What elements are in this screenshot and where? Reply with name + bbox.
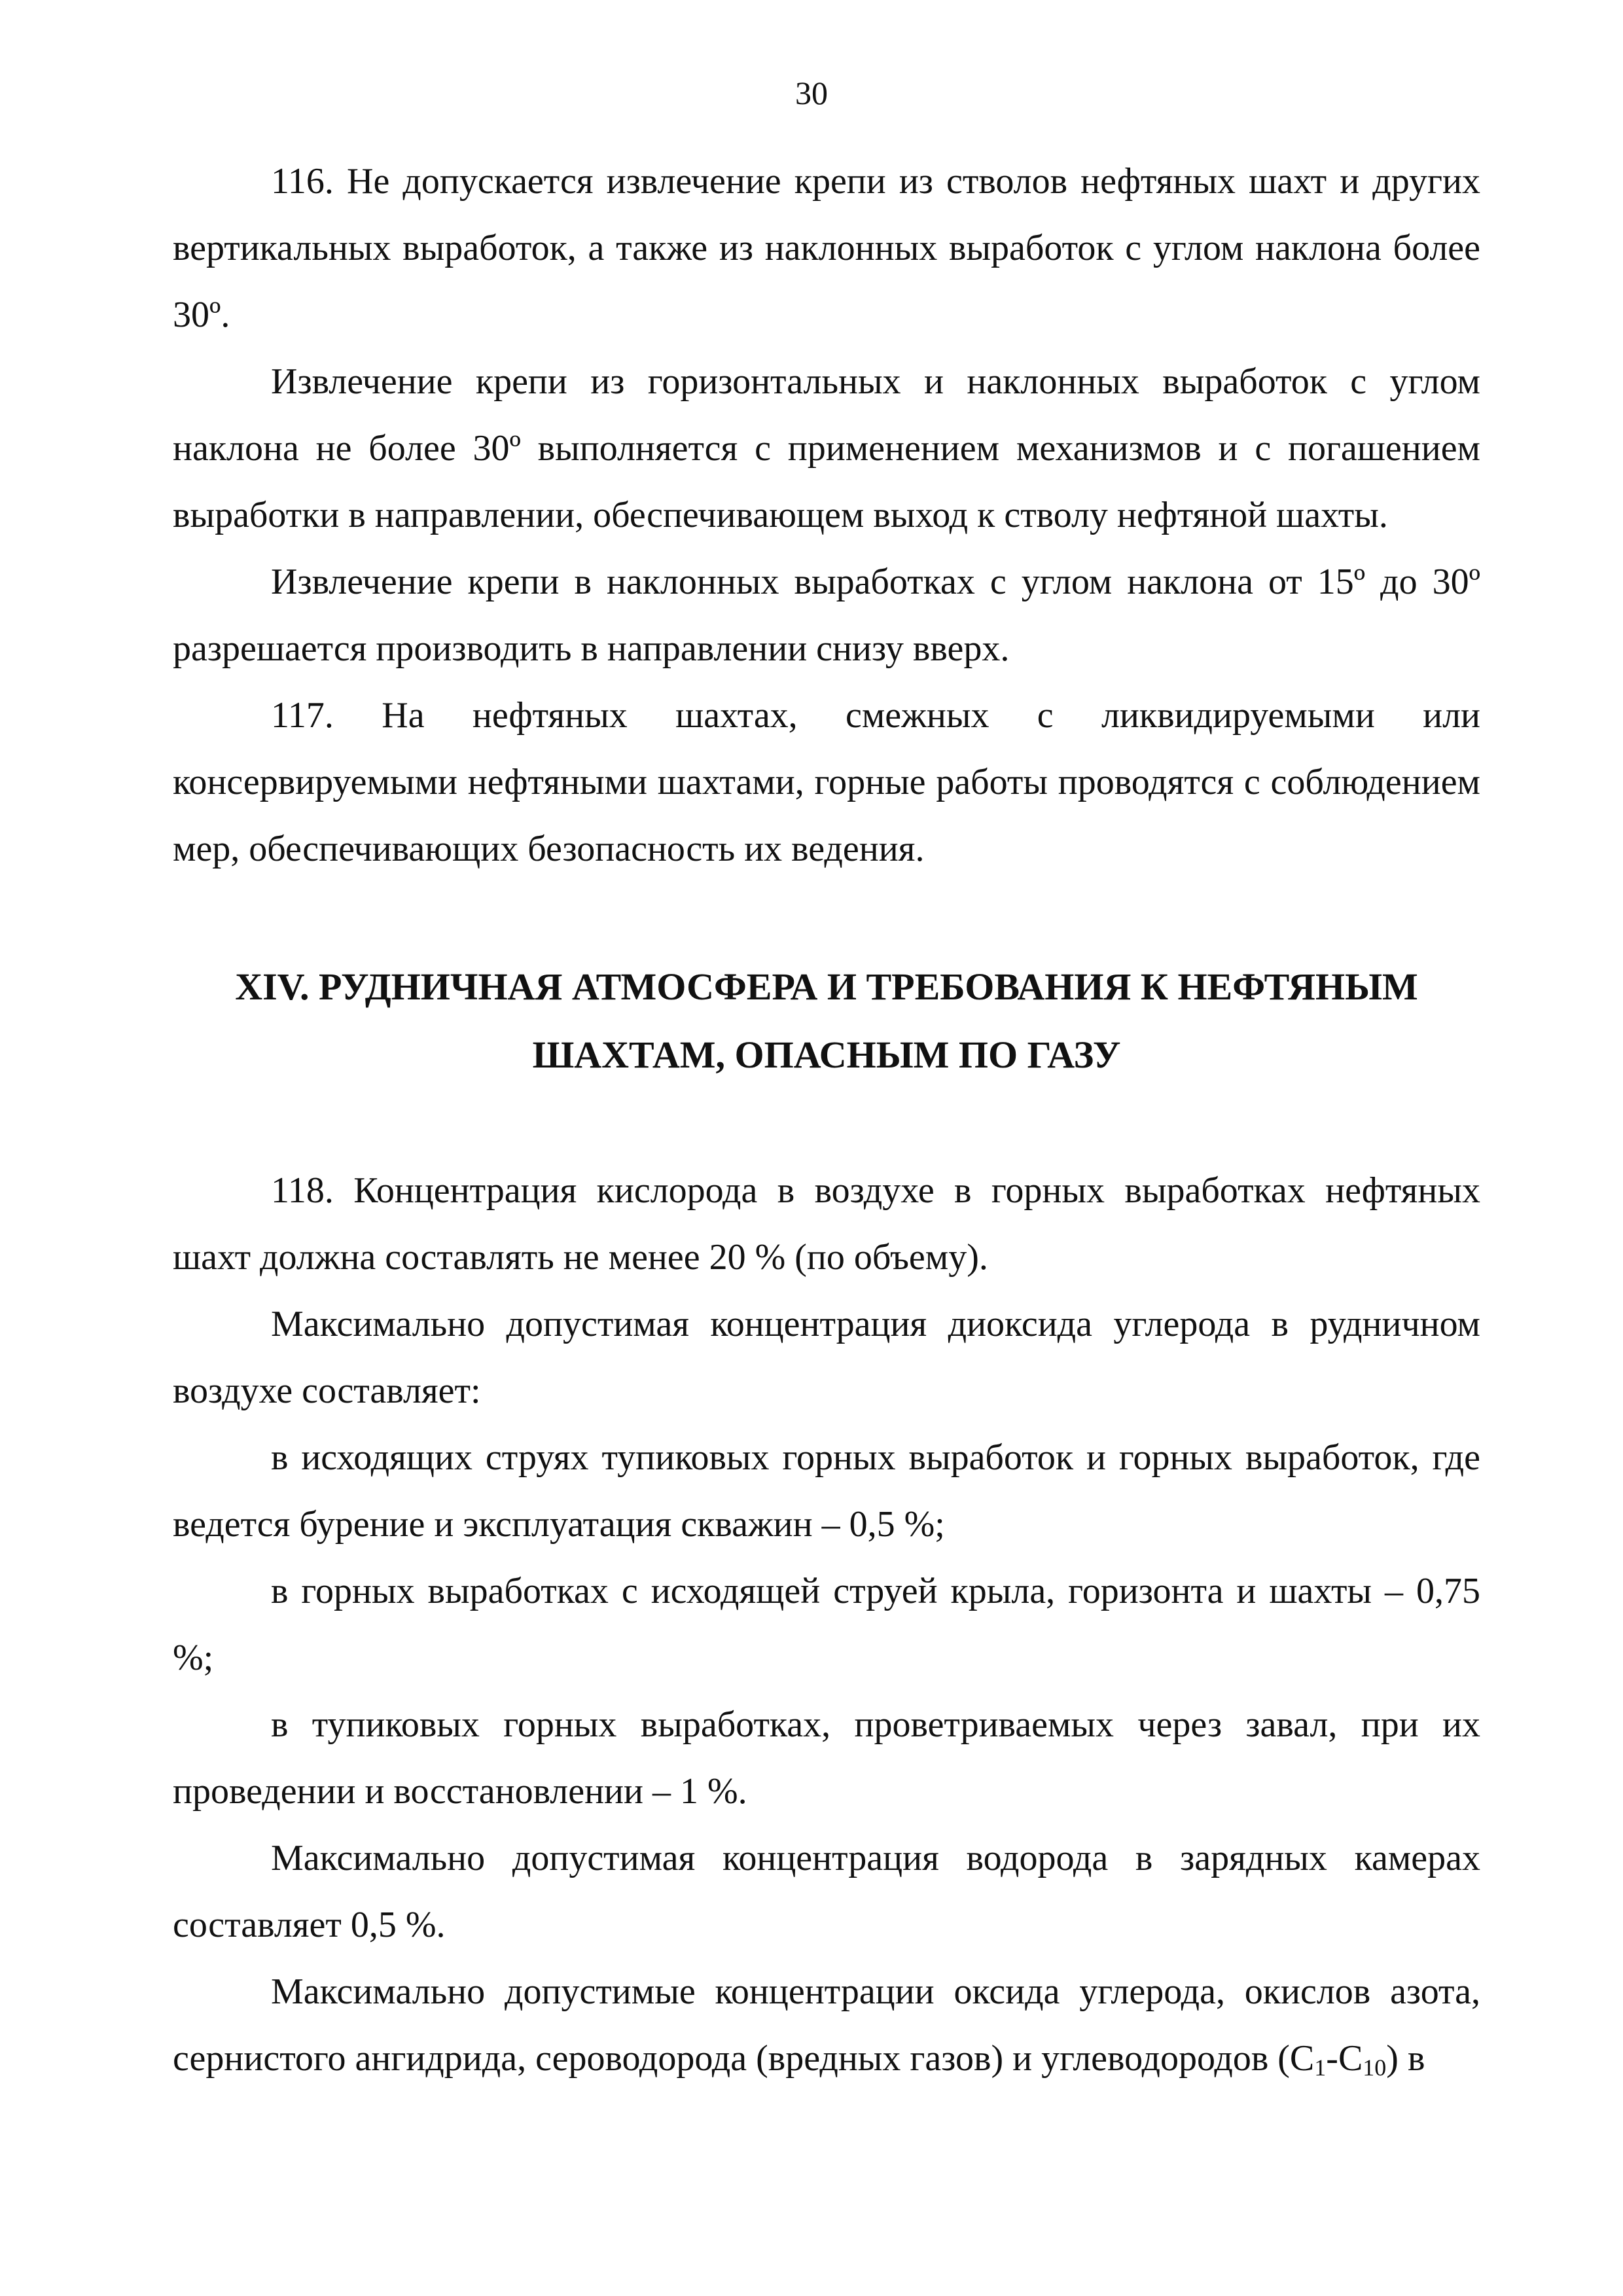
paragraph-118-co2-intro: Максимально допустимая концентрация диоксида углерода в рудничном воздухе составляет:: [173, 1304, 1480, 1411]
document-body: [173, 148, 1480, 2092]
paragraph-118-co2-outgoing: в горных выработках с исходящей струей крыла, горизонта и шахты – 0,75 %;: [173, 1571, 1480, 1678]
paragraph-117: 117. На нефтяных шахтах, смежных с ликвидируемыми или консервируемыми нефтяными шахтами, горные работы проводятся с соблюдением мер, обеспечивающих безопасность их ведения.: [173, 695, 1480, 869]
section-heading-line-1: XIV. РУДНИЧНАЯ АТМОСФЕРА И ТРЕБОВАНИЯ К НЕФТЯНЫМ: [235, 965, 1418, 1008]
carbon-subscript-10: 10: [1363, 2054, 1387, 2081]
section-heading-line-2: ШАХТАМ, ОПАСНЫМ ПО ГАЗУ: [532, 1033, 1121, 1076]
harmful-gases-text-mid: -С: [1326, 2038, 1363, 2079]
carbon-subscript-1: 1: [1314, 2054, 1327, 2081]
section-heading: [173, 953, 1480, 1089]
page-number: 30: [795, 75, 828, 111]
harmful-gases-text-end: ) в: [1386, 2038, 1425, 2079]
paragraph-118: 118. Концентрация кислорода в воздухе в горных выработках нефтяных шахт должна составлять не менее 20 % (по объему).: [173, 1170, 1480, 1278]
paragraph-116-extraction-horizontal: Извлечение крепи из горизонтальных и наклонных выработок с углом наклона не более 30º выполняется с применением механизмов и с погашением выработки в направлении, обеспечивающем выход к стволу нефтяной шахты.: [173, 361, 1480, 535]
harmful-gases-text-start: Максимально допустимые концентрации оксида углерода, окислов азота, сернистого ангидрида, сероводорода (вредных газов) и углеводородов (С: [173, 1971, 1480, 2079]
paragraph-118-harmful-gases: [173, 1958, 1480, 2092]
paragraph-118-hydrogen: Максимально допустимая концентрация водорода в зарядных камерах составляет 0,5 %.: [173, 1838, 1480, 1945]
paragraph-116-extraction-inclined: Извлечение крепи в наклонных выработках с углом наклона от 15º до 30º разрешается производить в направлении снизу вверх.: [173, 562, 1480, 669]
paragraph-116: 116. Не допускается извлечение крепи из стволов нефтяных шахт и других вертикальных выработок, а также из наклонных выработок с углом наклона более 30º.: [173, 161, 1480, 335]
paragraph-118-co2-collapse: в тупиковых горных выработках, проветриваемых через завал, при их проведении и восстановлении – 1 %.: [173, 1704, 1480, 1812]
paragraph-118-co2-dead-end: в исходящих струях тупиковых горных выработок и горных выработок, где ведется бурение и эксплуатация скважин – 0,5 %;: [173, 1437, 1480, 1545]
